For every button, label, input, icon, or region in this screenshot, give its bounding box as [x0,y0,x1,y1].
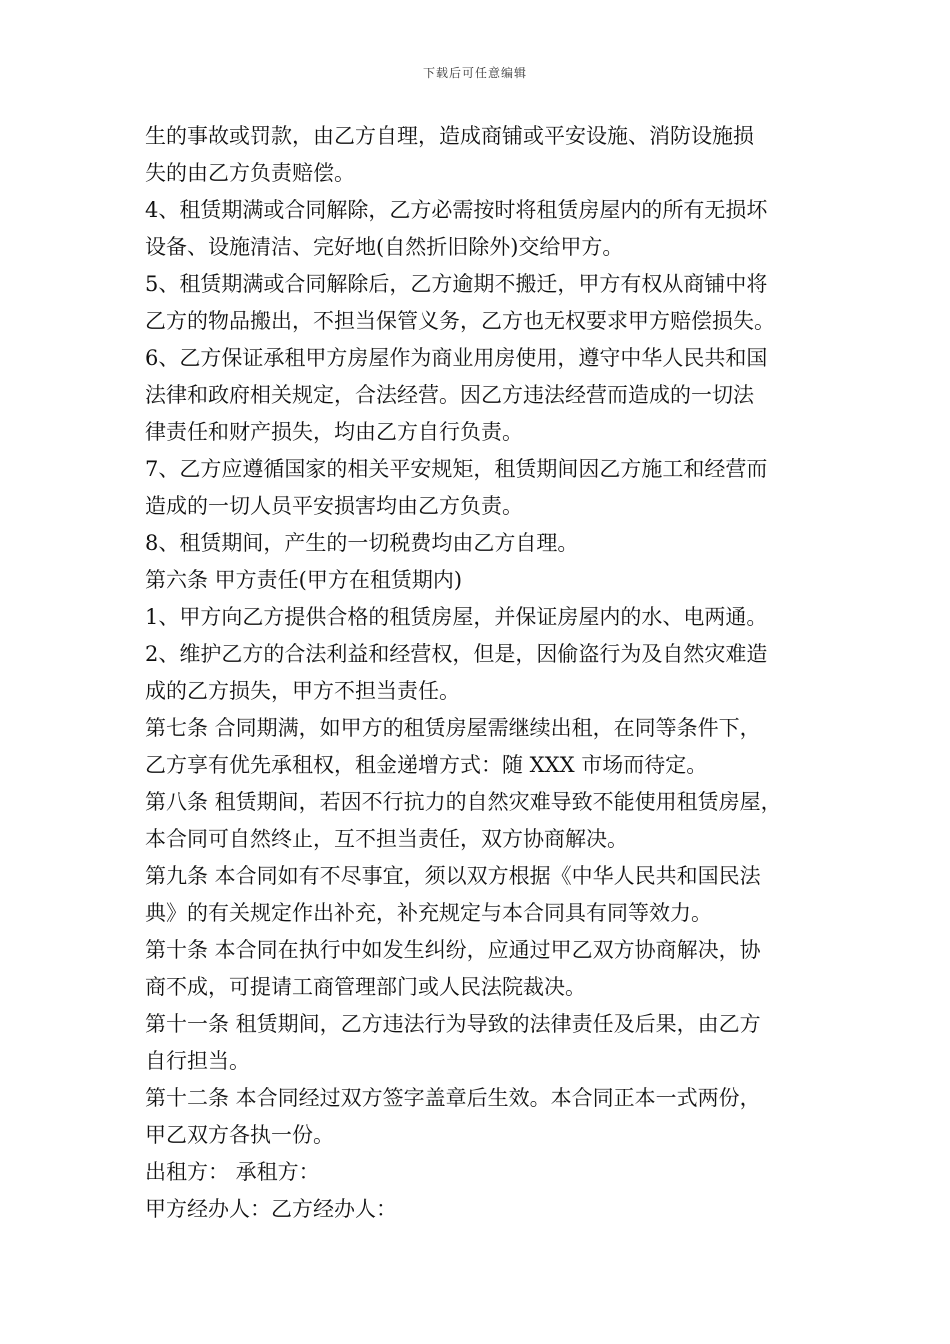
text-line: 造成的一切人员平安损害均由乙方负责。 [145,494,523,518]
text-line: 生的事故或罚款，由乙方自理，造成商铺或平安设施、消防设施损 [145,124,754,148]
text-line: 本合同可自然终止，互不担当责任，双方协商解决。 [145,827,628,851]
page-header: 下载后可任意编辑 [422,66,527,80]
text-line: 成的乙方损失，甲方不担当责任。 [145,679,460,703]
text-line: 第七条 合同期满，如甲方的租赁房屋需继续出租，在同等条件下， [145,716,761,740]
text-line: 6、乙方保证承租甲方房屋作为商业用房使用，遵守中华人民共和国 [145,346,768,370]
text-line: 1、甲方向乙方提供合格的租赁房屋，并保证房屋内的水、电两通。 [145,605,768,629]
text-line: 甲乙双方各执一份。 [145,1123,334,1147]
text-line: 第十二条 本合同经过双方签字盖章后生效。本合同正本一式两份， [145,1086,761,1110]
text-line: 法律和政府相关规定，合法经营。因乙方违法经营而造成的一切法 [145,383,754,407]
text-line: 2、维护乙方的合法利益和经营权，但是，因偷盗行为及自然灾难造 [145,642,768,666]
text-line: 8、租赁期间，产生的一切税费均由乙方自理。 [145,531,579,555]
text-line: 4、租赁期满或合同解除，乙方必需按时将租赁房屋内的所有无损坏 [145,198,768,222]
text-line: 律责任和财产损失，均由乙方自行负责。 [145,420,523,444]
text-line: 失的由乙方负责赔偿。 [145,161,355,185]
text-line: 第八条 租赁期间，若因不行抗力的自然灾难导致不能使用租赁房屋， [145,790,782,814]
text-line: 乙方的物品搬出，不担当保管义务，乙方也无权要求甲方赔偿损失。 [145,309,775,333]
section-heading: 第六条 甲方责任(甲方在租赁期内) [145,568,463,592]
text-line: 商不成，可提请工商管理部门或人民法院裁决。 [145,975,586,999]
text-line: 7、乙方应遵循国家的相关平安规矩，租赁期间因乙方施工和经营而 [145,457,768,481]
text-line: 典》的有关规定作出补充，补充规定与本合同具有同等效力。 [145,901,712,925]
text-line: 第九条 本合同如有不尽事宜，须以双方根据《中华人民共和国民法 [145,864,761,888]
text-line: 第十一条 租赁期间，乙方违法行为导致的法律责任及后果，由乙方 [145,1012,761,1036]
text-line: 自行担当。 [145,1049,250,1073]
document-body [145,118,813,1228]
text-line: 乙方享有优先承租权，租金递增方式：随 XXX 市场而待定。 [145,753,708,777]
text-line: 设备、设施清洁、完好地(自然折旧除外)交给甲方。 [145,235,624,259]
text-line: 第十条 本合同在执行中如发生纠纷，应通过甲乙双方协商解决，协 [145,938,761,962]
text-line: 5、租赁期满或合同解除后，乙方逾期不搬迁，甲方有权从商铺中将 [145,272,768,296]
signature-parties: 出租方： 承租方： [145,1160,320,1184]
signature-agents: 甲方经办人：乙方经办人： [145,1197,397,1221]
